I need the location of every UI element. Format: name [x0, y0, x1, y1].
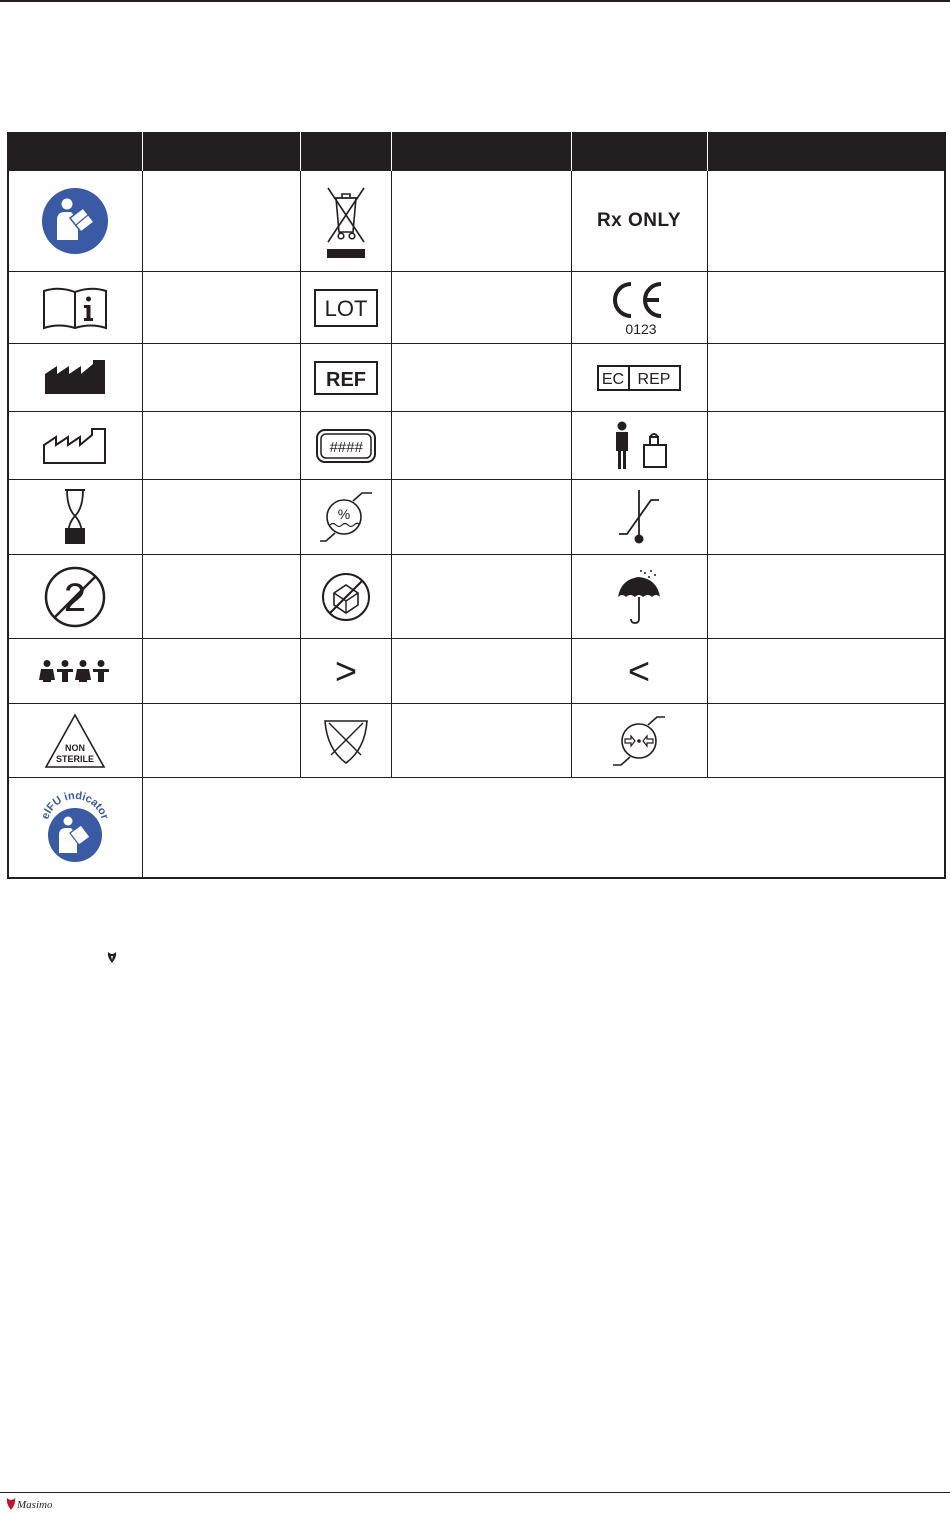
ec-rep-icon [597, 365, 681, 391]
description-cell [391, 272, 571, 344]
description-cell [391, 171, 571, 272]
greater-than-glyph: > [334, 651, 357, 691]
symbol-cell [8, 272, 142, 344]
date-of-manufacture-icon [42, 427, 108, 465]
table-row [8, 272, 945, 344]
symbol-cell [8, 704, 142, 778]
description-cell [142, 272, 300, 344]
description-cell [707, 480, 945, 555]
description-cell [142, 555, 300, 639]
do-not-reuse-icon [43, 565, 107, 629]
table-row [8, 555, 945, 639]
keep-dry-icon [615, 569, 663, 625]
symbol-cell [8, 412, 142, 480]
description-cell [391, 412, 571, 480]
header-description-2 [391, 132, 571, 171]
non-sterile-icon [44, 713, 106, 769]
header-description-1 [142, 132, 300, 171]
greater-than-icon [326, 651, 366, 691]
description-cell [142, 344, 300, 412]
model-number-icon [315, 428, 377, 464]
table-header-row [8, 132, 945, 171]
catalog-number-icon [313, 360, 379, 396]
lot-code-icon [313, 288, 379, 328]
description-cell [142, 171, 300, 272]
symbol-cell [571, 555, 707, 639]
ref-label: REF [325, 368, 366, 391]
symbol-cell [8, 344, 142, 412]
description-cell [707, 555, 945, 639]
symbol-cell [8, 171, 142, 272]
less-than-glyph: < [627, 651, 651, 691]
description-cell [707, 344, 945, 412]
table-row [8, 480, 945, 555]
description-cell [142, 639, 300, 704]
notified-body-number: 0123 [625, 320, 657, 337]
top-rule [0, 0, 950, 2]
table-row [8, 704, 945, 778]
do-not-use-if-damaged-icon [320, 571, 372, 623]
symbols-table [7, 132, 946, 879]
header-symbol-3 [571, 132, 707, 171]
symbol-cell [571, 412, 707, 480]
atmospheric-pressure-icon [611, 713, 667, 769]
do-not-reuse-digit: 2 [64, 575, 87, 620]
description-cell [391, 639, 571, 704]
description-cell [142, 704, 300, 778]
symbol-cell [571, 272, 707, 344]
symbol-cell [300, 344, 391, 412]
description-cell-wide [142, 778, 945, 878]
description-cell [707, 704, 945, 778]
masimo-logo-text: Masimo [17, 1499, 52, 1511]
use-by-date-icon [62, 488, 88, 546]
manufacturer-icon [43, 360, 107, 396]
non-label: NON [65, 742, 86, 753]
symbol-cell [300, 704, 391, 778]
body-weight-icon [606, 421, 672, 471]
table-row [8, 344, 945, 412]
symbol-cell [300, 171, 391, 272]
humidity-percent-sign: % [337, 506, 350, 522]
rx-only-icon: Rx ONLY [596, 210, 682, 231]
symbol-cell [571, 344, 707, 412]
less-than-icon [619, 651, 659, 691]
temperature-limitation-icon [617, 488, 661, 546]
masimo-logo-icon [6, 1495, 52, 1511]
symbol-cell [8, 778, 142, 878]
symbol-cell [300, 555, 391, 639]
symbol-cell [571, 171, 707, 272]
header-symbol-2 [300, 132, 391, 171]
table-row [8, 171, 945, 272]
description-cell [391, 704, 571, 778]
model-number-label: #### [328, 438, 363, 456]
lot-label: LOT [324, 295, 367, 321]
description-cell [707, 171, 945, 272]
bottom-rule [0, 1492, 950, 1493]
symbol-cell [571, 704, 707, 778]
multiple-patients-icon [39, 660, 111, 682]
symbol-cell [571, 639, 707, 704]
symbol-cell [8, 555, 142, 639]
description-cell [391, 344, 571, 412]
description-cell [707, 272, 945, 344]
description-cell [707, 639, 945, 704]
masimo-symbol-icon [106, 950, 118, 964]
symbol-cell [300, 480, 391, 555]
consult-instructions-icon [40, 186, 110, 256]
symbol-cell [8, 480, 142, 555]
table-row [8, 778, 945, 878]
table-row [8, 412, 945, 480]
symbol-cell [300, 272, 391, 344]
ce-mark-icon [603, 278, 675, 338]
header-description-3 [707, 132, 945, 171]
symbol-cell [300, 412, 391, 480]
efu-indicator-icon [35, 787, 115, 867]
description-cell [142, 412, 300, 480]
symbol-cell [300, 639, 391, 704]
description-cell [391, 555, 571, 639]
symbol-cell [8, 639, 142, 704]
humidity-limitation-icon [318, 489, 374, 545]
description-cell [142, 480, 300, 555]
weee-disposal-icon [324, 180, 368, 262]
header-symbol-1 [8, 132, 142, 171]
sterile-label: STERILE [56, 753, 95, 764]
description-cell [707, 412, 945, 480]
instructions-for-use-icon [41, 285, 109, 331]
table-row [8, 639, 945, 704]
symbol-cell [571, 480, 707, 555]
efu-indicator-label: eIFU indicator [39, 790, 111, 822]
description-cell [391, 480, 571, 555]
ec-label: EC [601, 370, 625, 388]
rep-label: REP [637, 370, 671, 388]
not-made-with-latex-icon [323, 717, 369, 765]
